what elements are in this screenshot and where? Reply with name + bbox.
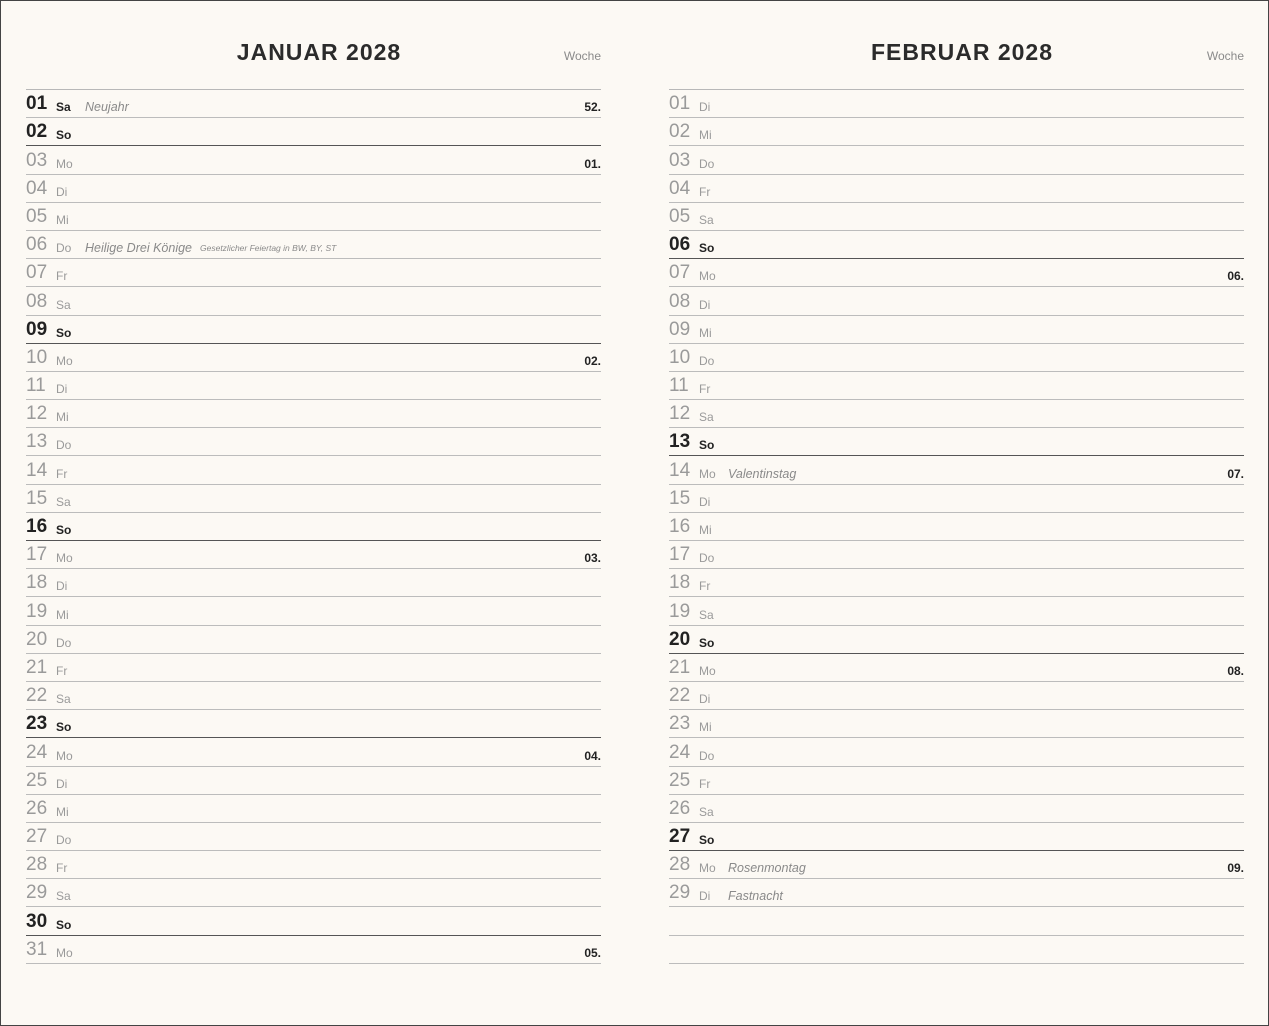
day-row[interactable] [669, 372, 1244, 400]
day-number: 13 [26, 431, 48, 453]
weekday-label: Sa [699, 804, 714, 819]
weekday-label: Di [699, 100, 711, 115]
day-number: 05 [26, 205, 48, 227]
day-number: 09 [26, 318, 48, 340]
day-row[interactable] [669, 203, 1244, 231]
weekday-label: Fr [56, 663, 68, 678]
month-title: FEBRUAR 2028 [871, 39, 1053, 65]
week-number: 06. [1227, 269, 1244, 284]
empty-row[interactable] [669, 907, 1244, 935]
day-row[interactable] [669, 626, 1244, 654]
week-number: 02. [584, 353, 601, 368]
day-row[interactable] [26, 513, 601, 541]
weekday-label: Mi [699, 523, 712, 537]
day-number: 25 [669, 769, 691, 791]
holiday-note: Gesetzlicher Feiertag in BW, BY, ST [200, 243, 337, 254]
week-number: 52. [584, 100, 601, 115]
day-row[interactable] [669, 823, 1244, 851]
day-number: 23 [669, 713, 691, 735]
day-row[interactable] [26, 372, 601, 400]
weekday-label: Mi [699, 128, 712, 143]
day-number: 11 [26, 375, 46, 397]
week-number: 07. [1227, 466, 1244, 481]
day-row[interactable] [26, 428, 601, 456]
day-number: 01 [26, 93, 48, 115]
day-number: 06 [669, 234, 691, 256]
day-number: 20 [26, 628, 48, 650]
day-number: 08 [26, 290, 48, 312]
weekday-label: Di [56, 184, 68, 199]
day-row[interactable] [669, 654, 1244, 682]
day-number: 27 [26, 826, 48, 848]
day-number: 18 [26, 572, 48, 594]
weekday-label: So [699, 438, 715, 453]
holiday-label: Valentinstag [728, 466, 797, 481]
day-number: 24 [26, 741, 48, 763]
day-number: 05 [669, 205, 691, 227]
day-rows [669, 89, 1244, 964]
day-row[interactable] [26, 146, 601, 174]
holiday-label: Rosenmontag [728, 861, 806, 876]
day-number: 25 [26, 769, 48, 791]
weekday-label: Mi [56, 410, 69, 425]
weekday-label: Mo [56, 551, 73, 566]
day-row[interactable] [26, 710, 601, 738]
day-number: 28 [26, 854, 48, 876]
day-number: 30 [26, 910, 48, 932]
weekday-label: Fr [699, 776, 711, 791]
day-row[interactable] [669, 344, 1244, 372]
day-number: 28 [669, 854, 691, 876]
weekday-label: Mi [56, 804, 69, 819]
day-number: 07 [26, 262, 48, 284]
day-number: 29 [26, 882, 48, 904]
day-row[interactable] [669, 541, 1244, 569]
week-column-label: Woche [1206, 49, 1244, 63]
day-row[interactable] [669, 90, 1244, 118]
week-number: 04. [584, 748, 601, 763]
day-number: 20 [669, 628, 691, 650]
holiday-label: Fastnacht [728, 889, 783, 904]
day-number: 15 [26, 487, 48, 509]
day-row[interactable] [669, 485, 1244, 513]
day-row[interactable] [669, 767, 1244, 795]
day-number: 18 [669, 572, 691, 594]
day-rows [26, 89, 601, 964]
day-row[interactable] [26, 400, 601, 428]
weekday-label: Mo [56, 945, 73, 960]
day-row[interactable] [26, 456, 601, 484]
day-number: 12 [669, 403, 691, 425]
weekday-label: Mo [56, 353, 73, 368]
day-row[interactable] [669, 146, 1244, 174]
day-row[interactable] [669, 316, 1244, 344]
weekday-label: Fr [56, 861, 68, 876]
day-row[interactable] [669, 231, 1244, 259]
weekday-label: Sa [699, 212, 714, 227]
weekday-label: So [56, 917, 72, 932]
day-row[interactable] [669, 175, 1244, 203]
weekday-label: Mi [699, 325, 712, 340]
weekday-label: Di [56, 579, 68, 594]
week-column-label: Woche [563, 49, 601, 63]
weekday-label: Sa [56, 100, 71, 115]
day-row[interactable] [26, 118, 601, 146]
day-row[interactable] [26, 654, 601, 682]
day-number: 03 [26, 149, 48, 171]
day-number: 21 [669, 656, 691, 678]
weekday-label: Fr [699, 579, 711, 594]
day-row[interactable] [669, 456, 1244, 484]
weekday-label: Mi [699, 720, 712, 735]
weekday-label: Sa [699, 607, 714, 622]
day-row[interactable] [26, 569, 601, 597]
holiday-label: Neujahr [85, 100, 129, 115]
weekday-label: Fr [56, 269, 68, 284]
day-row[interactable] [26, 175, 601, 203]
day-row[interactable] [669, 513, 1244, 541]
week-number: 09. [1227, 861, 1244, 876]
day-number: 29 [669, 882, 691, 904]
day-row[interactable] [26, 485, 601, 513]
weekday-label: Fr [699, 382, 711, 397]
day-number: 21 [26, 656, 48, 678]
weekday-label: Di [699, 692, 711, 707]
day-number: 27 [669, 826, 691, 848]
weekday-label: Di [56, 776, 68, 791]
day-row[interactable] [26, 287, 601, 315]
day-number: 26 [669, 797, 691, 819]
day-number: 22 [26, 685, 48, 707]
day-number: 17 [669, 544, 691, 566]
weekday-label: Mo [56, 748, 73, 763]
day-number: 08 [669, 290, 691, 312]
day-number: 24 [669, 741, 691, 763]
weekday-label: So [56, 523, 72, 537]
weekday-label: So [699, 635, 715, 650]
day-number: 02 [669, 121, 691, 143]
weekday-label: Do [56, 438, 72, 453]
day-number: 10 [669, 346, 691, 368]
day-row[interactable] [669, 400, 1244, 428]
weekday-label: So [56, 128, 72, 143]
day-number: 26 [26, 797, 48, 819]
day-row[interactable] [26, 682, 601, 710]
day-row[interactable] [26, 344, 601, 372]
day-number: 10 [26, 346, 48, 368]
day-row[interactable] [669, 682, 1244, 710]
weekday-label: Di [699, 494, 711, 509]
day-number: 19 [669, 600, 691, 622]
weekday-label: Mo [699, 663, 716, 678]
day-row[interactable] [26, 316, 601, 344]
weekday-label: Fr [699, 184, 711, 199]
day-row[interactable] [669, 795, 1244, 823]
day-number: 31 [26, 938, 48, 960]
day-row[interactable] [669, 428, 1244, 456]
day-row[interactable] [669, 738, 1244, 766]
day-row[interactable] [26, 259, 601, 287]
day-row[interactable] [26, 936, 601, 964]
day-row[interactable] [26, 231, 601, 259]
week-number: 01. [584, 156, 601, 171]
weekday-label: Sa [56, 297, 71, 312]
day-row[interactable] [26, 879, 601, 907]
weekday-label: Do [56, 635, 72, 650]
day-row[interactable] [669, 259, 1244, 287]
day-row[interactable] [26, 851, 601, 879]
day-row[interactable] [26, 626, 601, 654]
day-number: 14 [26, 459, 48, 481]
weekday-label: Do [699, 353, 715, 368]
day-number: 17 [26, 544, 48, 566]
weekday-label: Mo [699, 466, 716, 481]
day-row[interactable] [26, 541, 601, 569]
weekday-label: Do [699, 748, 715, 763]
weekday-label: Sa [56, 692, 71, 707]
day-number: 23 [26, 713, 48, 735]
day-number: 07 [669, 262, 691, 284]
weekday-label: Do [56, 241, 72, 256]
day-row[interactable] [669, 118, 1244, 146]
day-number: 03 [669, 149, 691, 171]
weekday-label: Do [699, 551, 715, 566]
empty-row[interactable] [669, 936, 1244, 964]
day-row[interactable] [26, 767, 601, 795]
weekday-label: So [699, 241, 715, 256]
day-row[interactable] [669, 597, 1244, 625]
day-number: 13 [669, 431, 691, 453]
weekday-label: So [56, 325, 72, 340]
day-row[interactable] [669, 879, 1244, 907]
weekday-label: Mi [56, 607, 69, 622]
day-row[interactable] [26, 907, 601, 935]
weekday-label: Do [699, 156, 715, 171]
day-number: 01 [669, 93, 691, 115]
weekday-label: Di [699, 889, 711, 904]
weekday-label: So [699, 833, 715, 848]
weekday-label: Di [56, 382, 68, 397]
day-row[interactable] [669, 569, 1244, 597]
day-row[interactable] [26, 823, 601, 851]
week-number: 08. [1227, 663, 1244, 678]
weekday-label: Sa [699, 410, 714, 425]
weekday-label: Fr [56, 466, 68, 481]
weekday-label: So [56, 720, 72, 735]
weekday-label: Sa [56, 889, 71, 904]
day-number: 16 [26, 516, 48, 537]
weekday-label: Do [56, 833, 72, 848]
day-number: 12 [26, 403, 48, 425]
day-row[interactable] [669, 710, 1244, 738]
day-number: 04 [669, 177, 691, 199]
day-number: 19 [26, 600, 48, 622]
day-row[interactable] [26, 597, 601, 625]
day-row[interactable] [26, 795, 601, 823]
holiday-label: Heilige Drei Könige [85, 241, 193, 256]
month-title: JANUAR 2028 [236, 39, 402, 65]
day-number: 04 [26, 177, 48, 199]
day-number: 22 [669, 685, 691, 707]
day-row[interactable] [669, 851, 1244, 879]
week-number: 05. [584, 945, 601, 960]
day-row[interactable] [26, 90, 601, 118]
day-number: 11 [669, 375, 689, 397]
weekday-label: Mo [699, 861, 716, 876]
day-number: 02 [26, 121, 48, 143]
day-row[interactable] [669, 287, 1244, 315]
day-row[interactable] [26, 203, 601, 231]
week-number: 03. [584, 551, 601, 566]
day-number: 15 [669, 487, 691, 509]
weekday-label: Mi [56, 212, 69, 227]
day-number: 09 [669, 318, 691, 340]
weekday-label: Sa [56, 494, 71, 509]
day-number: 06 [26, 234, 48, 256]
day-number: 16 [669, 516, 691, 537]
weekday-label: Mo [699, 269, 716, 284]
day-number: 14 [669, 459, 691, 481]
day-row[interactable] [26, 738, 601, 766]
weekday-label: Di [699, 297, 711, 312]
weekday-label: Mo [56, 156, 73, 171]
